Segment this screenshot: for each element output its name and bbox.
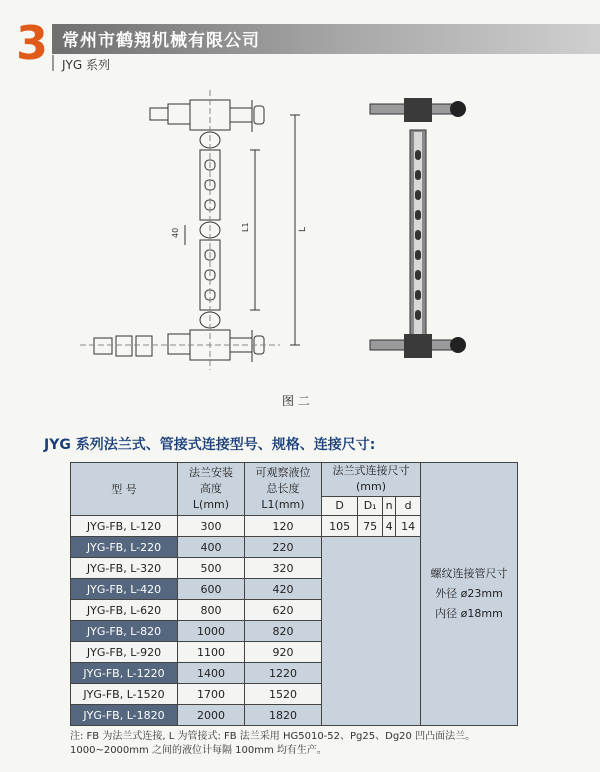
visible-length-cell: 1520 bbox=[245, 684, 322, 705]
table-title: JYG 系列法兰式、管接式连接型号、规格、连接尺寸: bbox=[44, 437, 376, 453]
visible-length-cell: 1220 bbox=[245, 663, 322, 684]
flange-col-d: d bbox=[396, 496, 421, 515]
height-cell: 800 bbox=[178, 600, 245, 621]
visible-length-cell: 920 bbox=[245, 642, 322, 663]
footnote-line-2: 1000~2000mm 之间的液位计每隔 100mm 均有生产。 bbox=[70, 745, 327, 756]
flange-empty-area bbox=[322, 537, 421, 726]
model-cell: JYG-FB, L-420 bbox=[71, 579, 178, 600]
series-label: JYG 系列 bbox=[62, 58, 110, 72]
header-height: 法兰安装 高度 L(mm) bbox=[178, 463, 245, 516]
spec-table-wrapper bbox=[70, 462, 518, 726]
height-cell: 1000 bbox=[178, 621, 245, 642]
header-model: 型 号 bbox=[71, 463, 178, 516]
flange-col-n: n bbox=[383, 496, 396, 515]
height-cell: 1700 bbox=[178, 684, 245, 705]
section-number: 3 bbox=[16, 16, 49, 70]
flange-D1-value: 75 bbox=[358, 516, 383, 537]
footnote bbox=[70, 730, 590, 758]
flange-n-value: 4 bbox=[383, 516, 396, 537]
model-cell: JYG-FB, L-620 bbox=[71, 600, 178, 621]
visible-length-cell: 420 bbox=[245, 579, 322, 600]
visible-length-cell: 620 bbox=[245, 600, 322, 621]
model-cell: JYG-FB, L-820 bbox=[71, 621, 178, 642]
figure-caption: 图 二 bbox=[282, 394, 310, 408]
height-cell: 2000 bbox=[178, 705, 245, 726]
model-cell: JYG-FB, L-320 bbox=[71, 558, 178, 579]
height-cell: 500 bbox=[178, 558, 245, 579]
header-flange: 法兰式连接尺寸 (mm) bbox=[322, 463, 421, 497]
model-cell: JYG-FB, L-120 bbox=[71, 516, 178, 537]
visible-length-cell: 1820 bbox=[245, 705, 322, 726]
flange-col-D1: D₁ bbox=[358, 496, 383, 515]
dim-L1: L1 bbox=[241, 222, 250, 232]
dim-L: L bbox=[298, 226, 308, 232]
flange-col-D: D bbox=[322, 496, 358, 515]
visible-length-cell: 320 bbox=[245, 558, 322, 579]
company-name: 常州市鹤翔机械有限公司 bbox=[62, 31, 260, 51]
height-cell: 600 bbox=[178, 579, 245, 600]
header-visible-length: 可观察液位 总长度 L1(mm) bbox=[245, 463, 322, 516]
model-cell: JYG-FB, L-1520 bbox=[71, 684, 178, 705]
model-cell: JYG-FB, L-220 bbox=[71, 537, 178, 558]
product-photo bbox=[360, 90, 480, 380]
visible-length-cell: 120 bbox=[245, 516, 322, 537]
model-cell: JYG-FB, L-920 bbox=[71, 642, 178, 663]
dim-pitch: 40 bbox=[171, 227, 180, 238]
page-header bbox=[0, 0, 600, 72]
height-cell: 300 bbox=[178, 516, 245, 537]
technical-drawing bbox=[80, 80, 380, 380]
header-separator bbox=[52, 55, 54, 71]
visible-length-cell: 820 bbox=[245, 621, 322, 642]
visible-length-cell: 220 bbox=[245, 537, 322, 558]
height-cell: 1100 bbox=[178, 642, 245, 663]
height-cell: 400 bbox=[178, 537, 245, 558]
header-row bbox=[71, 463, 518, 497]
model-cell: JYG-FB, L-1820 bbox=[71, 705, 178, 726]
model-cell: JYG-FB, L-1220 bbox=[71, 663, 178, 684]
spec-table bbox=[70, 462, 518, 726]
footnote-line-1: 注: FB 为法兰式连接, L 为管接式: FB 法兰采用 HG5010-52、Pg25、Dg20 凹凸面法兰。 bbox=[70, 731, 476, 742]
flange-d-value: 14 bbox=[396, 516, 421, 537]
flange-D-value: 105 bbox=[322, 516, 358, 537]
height-cell: 1400 bbox=[178, 663, 245, 684]
thread-connection-note: 螺纹连接管尺寸 外径 ø23mm 内径 ø18mm bbox=[421, 463, 518, 726]
